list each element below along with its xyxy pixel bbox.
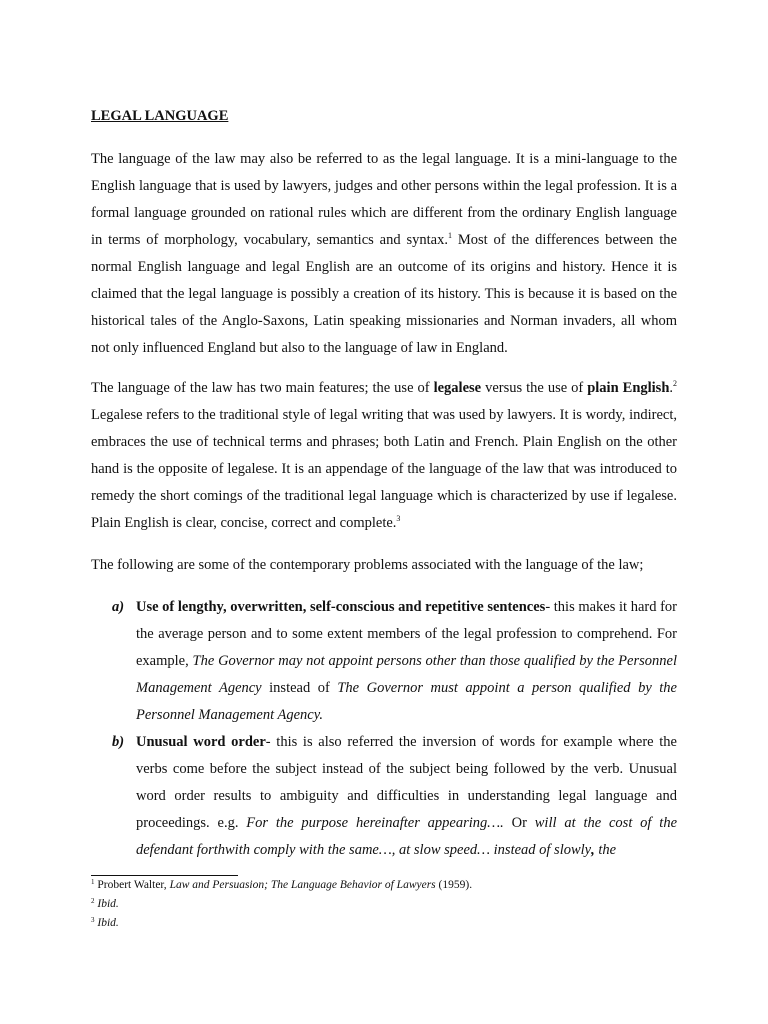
footnote-title: Ibid. (97, 898, 119, 910)
footnotes (91, 876, 472, 933)
list-item-heading: Use of lengthy, overwritten, self-conscious and repetitive sentences (136, 599, 546, 615)
list-item-text: Or (503, 815, 535, 831)
paragraph-text: The language of the law has two main features; the use of (91, 380, 434, 396)
footnote-number: 3 (91, 916, 95, 924)
paragraph-intro (91, 146, 677, 362)
example-text: will at the cost of the defendant forthwith comply with the same…, at slow speed… instead of slowly (136, 815, 678, 858)
footnote-number: 2 (91, 897, 95, 905)
paragraph-problems-intro: The following are some of the contemporary problems associated with the language of the law; (91, 557, 644, 573)
list-item-heading: Unusual word order (136, 734, 266, 750)
list-item-text: instead of (261, 680, 338, 696)
example-text: For the purpose hereinafter appearing…. (246, 815, 504, 831)
paragraph-text: . (669, 380, 674, 396)
paragraph-text: The language of the law may also be referred to as the legal language. It is a mini-language to the English language that is used by lawyers, judges and other persons within the legal profession. It is a formal language grounded on rational rules which are different from the ordinary English language in terms of morphology, vocabulary, semantics and syntax. (91, 151, 677, 248)
footnote-text: Probert Walter, (94, 879, 170, 891)
footnote-item (91, 895, 472, 914)
footnote-text: (1959). (435, 879, 473, 891)
paragraph-text: versus the use of (481, 380, 588, 396)
paragraph-text: Most of the differences between the normal English language and legal English are an outcome of its origins and history. Hence it is claimed that the legal language is possibly a creation of its history. This is because it is based on the historical tales of the Anglo-Saxons, Latin speaking missionaries and Norman invaders, all whom not only influenced England but also to the language of law in England. (91, 232, 677, 356)
example-text: The Governor must appoint a person qualified by the Personnel Management Agency. (136, 680, 677, 723)
footnote-item (91, 914, 472, 933)
term-plain-english: plain English (587, 380, 670, 396)
footnote-title: Law and Persuasion; The Language Behavior of Lawyers (169, 879, 436, 891)
list-item (112, 594, 677, 729)
footnote-ref: 3 (396, 514, 401, 523)
page-title: LEGAL LANGUAGE (91, 108, 229, 124)
example-text: The Governor may not appoint persons other than those qualified by the Personnel Management Agency (136, 653, 677, 696)
example-comma: , (591, 842, 595, 858)
footnote-item (91, 876, 472, 895)
paragraph-text: Legalese refers to the traditional style of legal writing that was used by lawyers. It is wordy, indirect, embraces the use of technical terms and phrases; both Latin and French. Plain English on the other hand is the opposite of legalese. It is an appendage of the language of the law that was introduced to remedy the short comings of the traditional legal language which is characterized by use if legalese. Plain English is clear, concise, correct and complete. (91, 407, 677, 531)
example-text: the (594, 842, 617, 858)
list-marker: b) (112, 734, 125, 750)
paragraph-features (91, 375, 677, 537)
footnote-number: 1 (91, 878, 95, 886)
list-marker: a) (112, 599, 125, 615)
list-item (112, 729, 678, 864)
footnote-ref: 2 (673, 379, 678, 388)
term-legalese: legalese (433, 380, 482, 396)
list-item-text: - this makes it hard for the average person and to some extent members of the legal profession to comprehend. For example, (136, 599, 677, 669)
list-item-text: - this is also referred the inversion of words for example where the verbs come before the subject instead of the subject being followed by the verb. Unusual word order results to ambiguity and difficulties in understanding legal language and proceedings. e.g. (136, 734, 677, 831)
footnote-title: Ibid. (97, 917, 119, 929)
footnote-ref: 1 (447, 231, 452, 240)
